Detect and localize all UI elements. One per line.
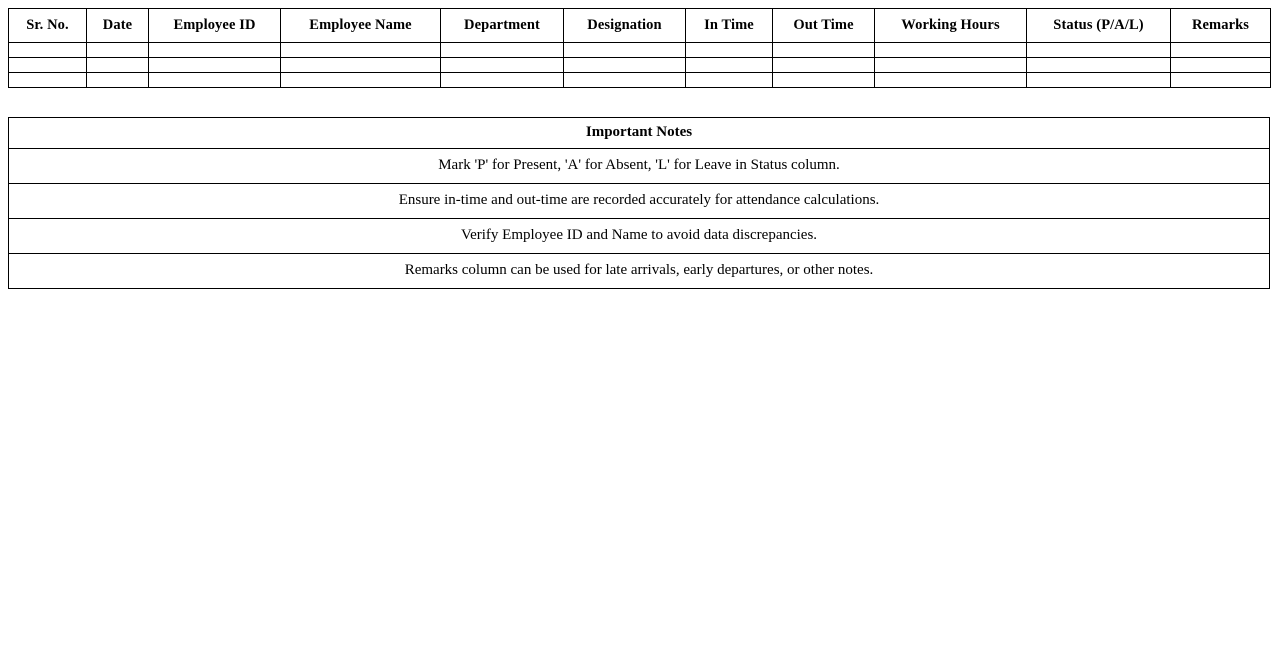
note-row: [9, 219, 1270, 254]
note-item-time-accuracy: Ensure in-time and out-time are recorded accurately for attendance calculations.: [9, 184, 1270, 219]
column-header-working-hours: Working Hours: [875, 9, 1027, 43]
cell-remarks[interactable]: [1171, 58, 1271, 73]
cell-sr-no[interactable]: [9, 43, 87, 58]
table-row[interactable]: [9, 43, 1271, 58]
cell-employee-name[interactable]: [281, 58, 441, 73]
notes-title-row: [9, 118, 1270, 149]
cell-working-hours[interactable]: [875, 43, 1027, 58]
cell-employee-id[interactable]: [149, 73, 281, 88]
note-row: [9, 184, 1270, 219]
cell-in-time[interactable]: [686, 73, 773, 88]
important-notes-container: [8, 117, 1270, 289]
cell-sr-no[interactable]: [9, 58, 87, 73]
cell-designation[interactable]: [564, 58, 686, 73]
cell-employee-id[interactable]: [149, 43, 281, 58]
attendance-table-container: [8, 8, 1270, 88]
attendance-table-header: [9, 9, 1271, 43]
cell-designation[interactable]: [564, 43, 686, 58]
cell-department[interactable]: [441, 73, 564, 88]
note-item-verify-employee: Verify Employee ID and Name to avoid data discrepancies.: [9, 219, 1270, 254]
cell-working-hours[interactable]: [875, 58, 1027, 73]
column-header-date: Date: [87, 9, 149, 43]
cell-out-time[interactable]: [773, 73, 875, 88]
column-header-out-time: Out Time: [773, 9, 875, 43]
column-header-employee-name: Employee Name: [281, 9, 441, 43]
column-header-in-time: In Time: [686, 9, 773, 43]
cell-sr-no[interactable]: [9, 73, 87, 88]
cell-date[interactable]: [87, 58, 149, 73]
cell-date[interactable]: [87, 43, 149, 58]
cell-out-time[interactable]: [773, 43, 875, 58]
cell-employee-name[interactable]: [281, 43, 441, 58]
cell-employee-id[interactable]: [149, 58, 281, 73]
cell-status[interactable]: [1027, 43, 1171, 58]
cell-employee-name[interactable]: [281, 73, 441, 88]
cell-remarks[interactable]: [1171, 43, 1271, 58]
important-notes-table: [8, 117, 1270, 289]
column-header-designation: Designation: [564, 9, 686, 43]
cell-working-hours[interactable]: [875, 73, 1027, 88]
cell-out-time[interactable]: [773, 58, 875, 73]
cell-status[interactable]: [1027, 58, 1171, 73]
column-header-department: Department: [441, 9, 564, 43]
cell-in-time[interactable]: [686, 58, 773, 73]
table-row[interactable]: [9, 58, 1271, 73]
cell-designation[interactable]: [564, 73, 686, 88]
cell-in-time[interactable]: [686, 43, 773, 58]
note-row: [9, 254, 1270, 289]
attendance-table: [8, 8, 1271, 88]
note-row: [9, 149, 1270, 184]
cell-status[interactable]: [1027, 73, 1171, 88]
note-item-status-legend: Mark 'P' for Present, 'A' for Absent, 'L' for Leave in Status column.: [9, 149, 1270, 184]
attendance-table-body: [9, 43, 1271, 88]
cell-department[interactable]: [441, 43, 564, 58]
column-header-status: Status (P/A/L): [1027, 9, 1171, 43]
header-row: [9, 9, 1271, 43]
column-header-remarks: Remarks: [1171, 9, 1271, 43]
cell-date[interactable]: [87, 73, 149, 88]
cell-remarks[interactable]: [1171, 73, 1271, 88]
notes-title: Important Notes: [9, 118, 1270, 149]
column-header-employee-id: Employee ID: [149, 9, 281, 43]
note-item-remarks-usage: Remarks column can be used for late arrivals, early departures, or other notes.: [9, 254, 1270, 289]
cell-department[interactable]: [441, 58, 564, 73]
table-row[interactable]: [9, 73, 1271, 88]
column-header-sr-no: Sr. No.: [9, 9, 87, 43]
